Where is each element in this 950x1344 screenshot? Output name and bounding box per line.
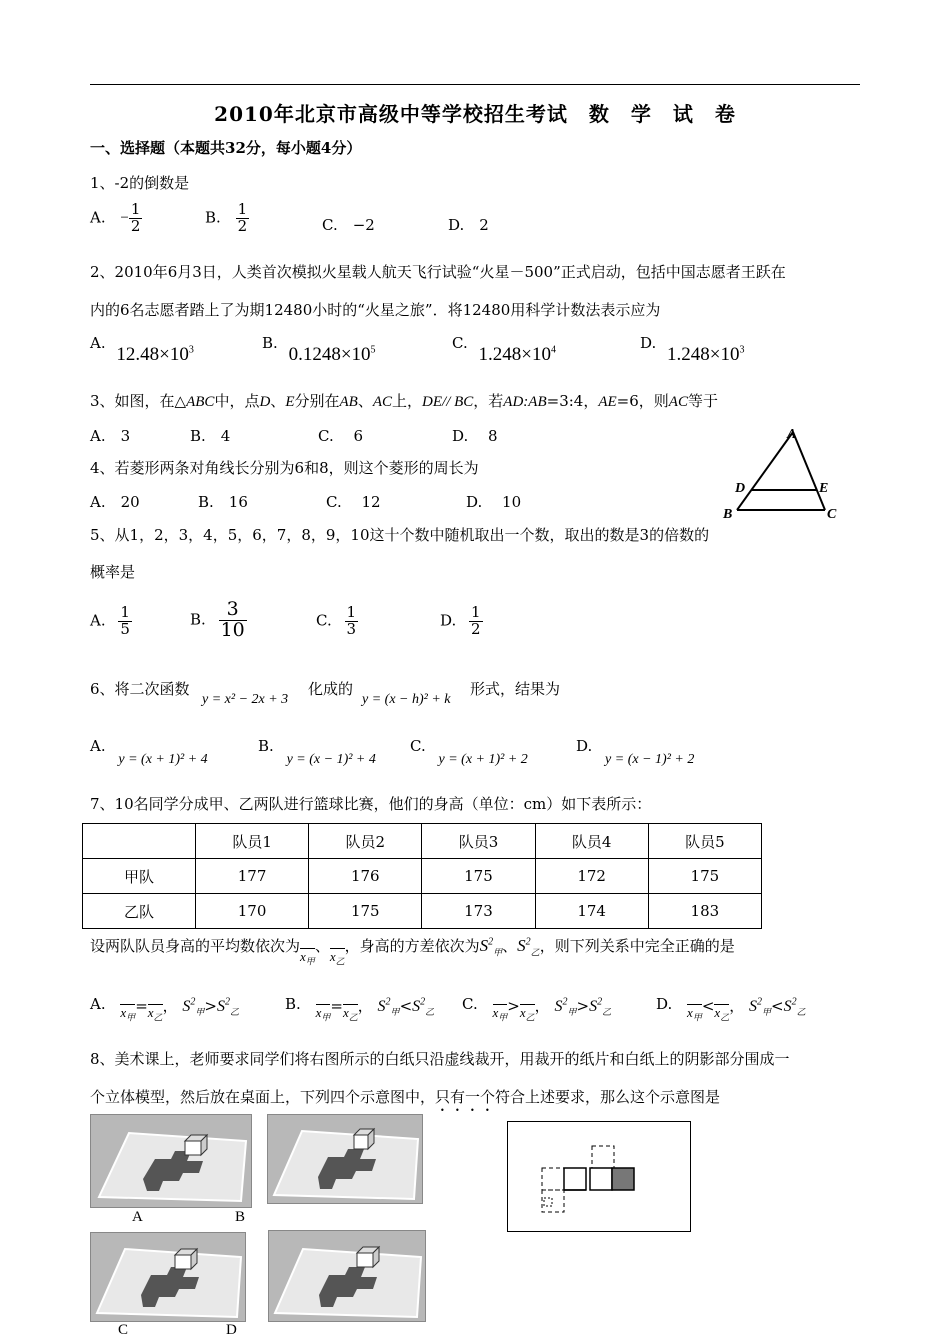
vertex-label-b: B bbox=[723, 507, 733, 522]
q5-option-b[interactable]: B. $\frac{3}{10}$ bbox=[190, 598, 245, 641]
vertex-label-e: E bbox=[819, 481, 829, 496]
table-header-row bbox=[83, 824, 762, 859]
q7-option-a[interactable]: A. $x_甲=x_乙$， $S^2_甲>S^2_乙$ bbox=[90, 995, 239, 1023]
q1-option-c[interactable]: C. −2 bbox=[322, 216, 375, 234]
vertex-label-c: C bbox=[827, 507, 837, 522]
fraction: $\frac{1}{3}$ bbox=[346, 603, 357, 638]
table-header-cell bbox=[83, 824, 196, 859]
q3-option-c[interactable]: C. 6 bbox=[318, 427, 364, 445]
q3-option-d[interactable]: D. 8 bbox=[452, 427, 498, 445]
q4-option-d[interactable]: D. 10 bbox=[466, 493, 522, 511]
q3-option-a[interactable]: A. 3 bbox=[90, 427, 131, 445]
q2-option-d[interactable]: D. $1.248\times 10^3$ bbox=[640, 334, 745, 365]
option-a-image[interactable] bbox=[90, 1114, 252, 1208]
q6-stem-mid: 化成的 bbox=[308, 680, 354, 698]
fraction: $\frac{1}{2}$ bbox=[471, 603, 481, 638]
fraction: $\frac{1}{5}$ bbox=[120, 603, 130, 638]
table-header-cell: 队员5 bbox=[648, 824, 761, 859]
q2-option-a[interactable]: A. $12.48\times 10^3$ bbox=[90, 334, 194, 365]
emphasized-text: 只有一个 bbox=[435, 1088, 496, 1106]
q1-stem: 1、-2的倒数是 bbox=[90, 174, 190, 192]
q8-stem-line1: 8、美术课上，老师要求同学们将右图所示的白纸只沿虚线裁开，用裁开的纸片和白纸上的阴影部分围成一 bbox=[90, 1050, 790, 1068]
table-cell: 177 bbox=[196, 859, 309, 894]
option-b-label: B bbox=[235, 1209, 246, 1225]
table-row bbox=[83, 894, 762, 929]
option-c-image[interactable] bbox=[90, 1232, 246, 1322]
table-cell: 174 bbox=[535, 894, 648, 929]
q6-option-a[interactable]: A. y = (x + 1)² + 4 bbox=[90, 737, 208, 767]
q5-stem-line2: 概率是 bbox=[90, 563, 136, 581]
table-cell: 175 bbox=[648, 859, 761, 894]
vertex-label-d: D bbox=[735, 481, 746, 496]
q7-condition: 设两队队员身高的平均数依次为$x_甲$、$x_乙$，身高的方差依次为$S^2_甲$、$S^2_乙$，则下列关系中完全正确的是 bbox=[90, 936, 735, 967]
q6-stem-end: 形式，结果为 bbox=[470, 680, 561, 698]
q6-option-d[interactable]: D. y = (x − 1)² + 2 bbox=[576, 737, 695, 767]
fraction: $\frac{1}{2}$ bbox=[237, 200, 248, 235]
q4-stem: 4、若菱形两条对角线长分别为6和8，则这个菱形的周长为 bbox=[90, 459, 479, 477]
q6-stem-pre: 6、将二次函数 bbox=[90, 680, 190, 698]
q6-formula-standard: y = x² − 2x + 3 bbox=[202, 692, 289, 707]
vertex-label-a: A bbox=[787, 427, 797, 442]
option-c-label: C bbox=[118, 1322, 129, 1338]
header-rule bbox=[90, 84, 860, 85]
exam-title: 2010年北京市高级中等学校招生考试 数 学 试 卷 bbox=[214, 102, 736, 126]
q6-formula-vertex: y = (x − h)² + k bbox=[362, 692, 451, 707]
option-d-image[interactable] bbox=[268, 1230, 426, 1322]
height-table bbox=[82, 823, 762, 929]
option-a-label: A bbox=[132, 1209, 143, 1225]
section-heading: 一、选择题（本题共32分，每小题4分） bbox=[90, 139, 362, 157]
table-cell: 173 bbox=[422, 894, 535, 929]
q4-option-b[interactable]: B. 16 bbox=[198, 493, 248, 511]
table-cell: 172 bbox=[535, 859, 648, 894]
q6-option-c[interactable]: C. y = (x + 1)² + 2 bbox=[410, 737, 528, 767]
q1-option-a[interactable]: A. − $\frac{1}{2}$ bbox=[90, 200, 141, 235]
q5-option-d[interactable]: D. $\frac{1}{2}$ bbox=[440, 603, 481, 638]
option-d-label: D bbox=[226, 1322, 237, 1338]
table-cell: 甲队 bbox=[83, 859, 196, 894]
table-cell: 176 bbox=[309, 859, 422, 894]
q2-stem-line1: 2、2010年6月3日，人类首次模拟火星载人航天飞行试验“火星－500”正式启动，包括中国志愿者王跃在 bbox=[90, 263, 786, 281]
q4-option-c[interactable]: C. 12 bbox=[326, 493, 381, 511]
q7-option-d[interactable]: D. $x_甲<x_乙$， $S^2_甲<S^2_乙$ bbox=[656, 995, 806, 1023]
table-header-cell: 队员4 bbox=[535, 824, 648, 859]
fraction: $\frac{1}{2}$ bbox=[130, 200, 141, 235]
table-cell: 175 bbox=[309, 894, 422, 929]
q7-option-c[interactable]: C. $x_甲>x_乙$， $S^2_甲>S^2_乙$ bbox=[462, 995, 612, 1023]
paper-net-diagram bbox=[507, 1121, 691, 1232]
q2-option-b[interactable]: B. $0.1248\times 10^5$ bbox=[262, 334, 376, 365]
option-b-image[interactable] bbox=[267, 1114, 423, 1204]
table-header-cell: 队员2 bbox=[309, 824, 422, 859]
q2-option-c[interactable]: C. $1.248\times 10^4$ bbox=[452, 334, 556, 365]
table-header-cell: 队员1 bbox=[196, 824, 309, 859]
q7-stem: 7、10名同学分成甲、乙两队进行篮球比赛，他们的身高（单位：cm）如下表所示： bbox=[90, 795, 652, 813]
q1-option-b[interactable]: B. $\frac{1}{2}$ bbox=[205, 200, 248, 235]
q2-stem-line2: 内的6名志愿者踏上了为期12480小时的“火星之旅”．将12480用科学计数法表示应为 bbox=[90, 301, 661, 319]
q5-stem-line1: 5、从1，2，3，4，5，6，7，8，9，10这十个数中随机取出一个数，取出的数是3的倍数的 bbox=[90, 526, 710, 544]
triangle-figure bbox=[715, 422, 845, 526]
q4-option-a[interactable]: A. 20 bbox=[90, 493, 140, 511]
q3-option-b[interactable]: B. 4 bbox=[190, 427, 231, 445]
table-row bbox=[83, 859, 762, 894]
table-header-cell: 队员3 bbox=[422, 824, 535, 859]
fraction: $\frac{3}{10}$ bbox=[220, 598, 245, 641]
table-cell: 175 bbox=[422, 859, 535, 894]
q8-stem-line2: 个立体模型，然后放在桌面上，下列四个示意图中，只有一个符合上述要求，那么这个示意图是 bbox=[90, 1088, 721, 1106]
q5-option-c[interactable]: C. $\frac{1}{3}$ bbox=[316, 603, 357, 638]
table-cell: 183 bbox=[648, 894, 761, 929]
q7-option-b[interactable]: B. $x_甲=x_乙$， $S^2_甲<S^2_乙$ bbox=[285, 995, 435, 1023]
table-cell: 乙队 bbox=[83, 894, 196, 929]
q1-option-d[interactable]: D. 2 bbox=[448, 216, 489, 234]
q6-option-b[interactable]: B. y = (x − 1)² + 4 bbox=[258, 737, 376, 767]
table-cell: 170 bbox=[196, 894, 309, 929]
q3-stem: 3、如图，在△ABC中，点D、E分别在AB、AC上，DE// BC，若AD:AB=3:4，AE=6，则AC等于 bbox=[90, 392, 718, 410]
q5-option-a[interactable]: A. $\frac{1}{5}$ bbox=[90, 603, 130, 638]
